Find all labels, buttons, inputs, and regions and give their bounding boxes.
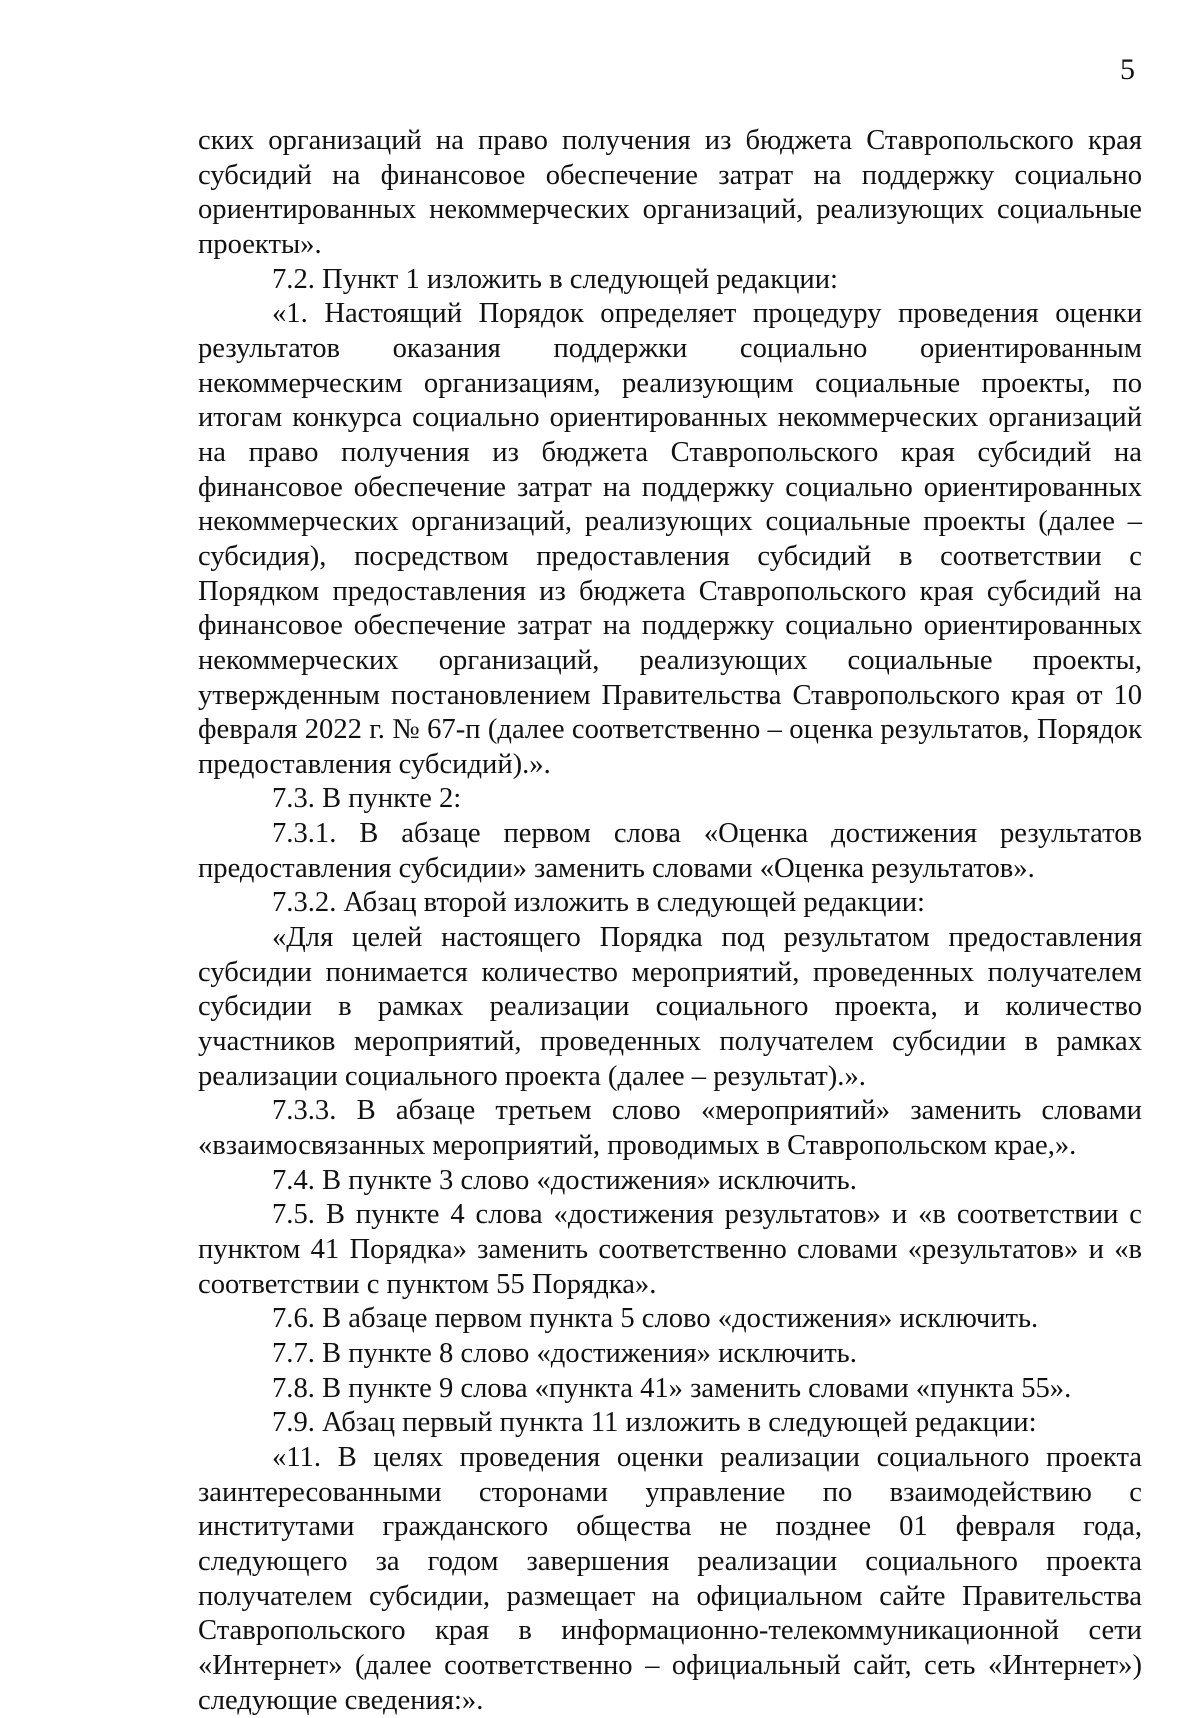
page-number: 5 <box>1120 53 1135 86</box>
paragraph: «11. В целях проведения оценки реализации социального проекта заинтересованными сторонами управление по взаимодействию с институтами гражданского общества не позднее 01 февраля года, следующего за годом завершения реализации социального проекта получателем субсидии, размещает на официальном сайте Правительства Ставропольского края в информационно-телекоммуникационной сети «Интернет» (далее соответственно – официальный сайт, сеть «Интернет») следующие сведения:». <box>198 1441 1142 1716</box>
paragraph: 7.4. В пункте 3 слово «достижения» исключить. <box>272 1164 857 1196</box>
paragraph: 7.2. Пункт 1 изложить в следующей редакции: <box>272 263 838 295</box>
paragraph: 7.7. В пункте 8 слово «достижения» исключить. <box>272 1337 857 1369</box>
paragraph: 7.3.3. В абзаце третьем слово «мероприятий» заменить словами «взаимосвязанных мероприятий, проводимых в Ставропольском крае,». <box>198 1095 1142 1162</box>
paragraph: ских организаций на право получения из бюджета Ставропольского края субсидий на финансовое обеспечение затрат на поддержку социально ориентированных некоммерческих организаций, реализующих социальные проекты». <box>198 125 1142 260</box>
paragraph: 7.5. В пункте 4 слова «достижения результатов» и «в соответствии с пунктом 41 Порядка» заменить соответственно словами «результатов» и «в соответствии с пунктом 55 Порядка». <box>198 1199 1142 1300</box>
paragraph: 7.3. В пункте 2: <box>272 783 462 815</box>
paragraph: 7.6. В абзаце первом пункта 5 слово «достижения» исключить. <box>272 1303 1039 1335</box>
paragraph: «Для целей настоящего Порядка под результатом предоставления субсидии понимается количество мероприятий, проведенных получателем субсидии в рамках реализации социального проекта, и количество участников мероприятий, проведенных получателем субсидии в рамках реализации социального проекта (далее – результат).». <box>198 922 1142 1092</box>
paragraph: 7.3.1. В абзаце первом слова «Оценка достижения результатов предоставления субсидии» заменить словами «Оценка результатов». <box>198 818 1142 884</box>
document-body <box>198 124 1142 1718</box>
paragraph: «1. Настоящий Порядок определяет процедуру проведения оценки результатов оказания поддержки социально ориентированным некоммерческим организациям, реализующим социальные проекты, по итогам конкурса социально ориентированных некоммерческих организаций на право получения из бюджета Ставропольского края субсидий на финансовое обеспечение затрат на поддержку социально ориентированных некоммерческих организаций, реализующих социальные проекты (далее – субсидия), посредством предоставления субсидий в соответствии с Порядком предоставления из бюджета Ставропольского края субсидий на финансовое обеспечение затрат на поддержку социально ориентированных некоммерческих организаций, реализующих социальные проекты, утвержденным постановлением Правительства Ставропольского края от 10 февраля 2022 г. № 67-п (далее соответственно – оценка результатов, Порядок предоставления субсидий).». <box>198 298 1142 780</box>
paragraph: 7.9. Абзац первый пункта 11 изложить в следующей редакции: <box>272 1407 1037 1439</box>
paragraph: 7.3.2. Абзац второй изложить в следующей редакции: <box>272 887 925 919</box>
paragraph: 7.8. В пункте 9 слова «пункта 41» заменить словами «пункта 55». <box>272 1372 1072 1404</box>
